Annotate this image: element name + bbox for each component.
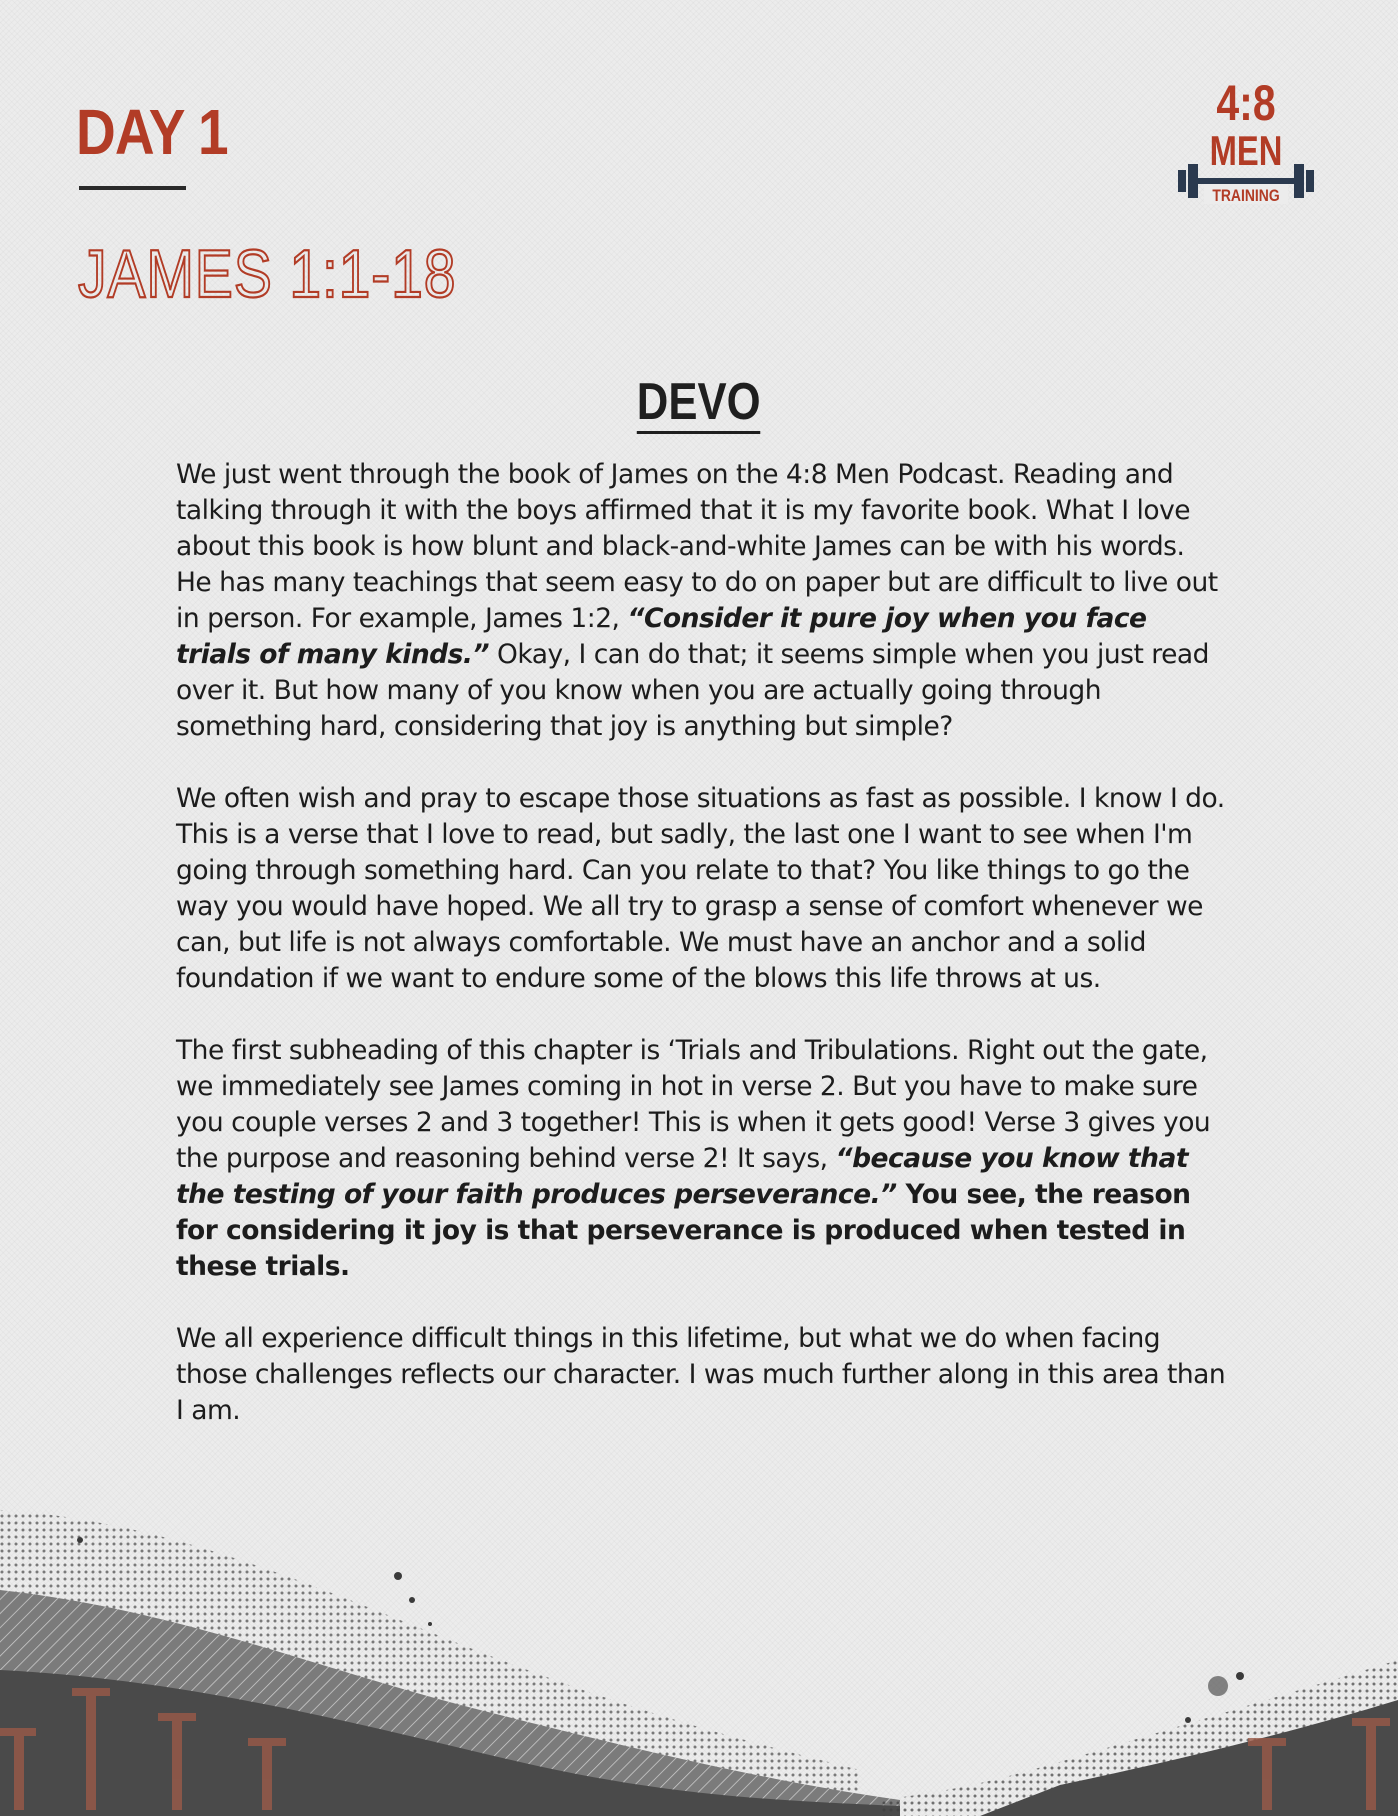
paragraph-3-text: The first subheading of this chapter is ‘Trials and Tribulations. Right out the gate, we immediately see James coming in hot in verse 2. But you have to make sure you couple verses 2 and 3 together! This is when it gets good! Verse 3 gives you the purpose and reasoning behind verse 2! It says, bbox=[176, 1035, 1211, 1174]
day-title: DAY 1 bbox=[76, 96, 228, 168]
scripture-passage: JAMES 1:1-18 bbox=[78, 236, 457, 312]
paragraph-3-emphasis: You see, the reason for considering it joy is that perseverance is produced when tested in these trials. bbox=[176, 1179, 1191, 1282]
section-heading-wrap bbox=[0, 373, 1398, 434]
paragraph-1-text: We just went through the book of James on the 4:8 Men Podcast. Reading and talking through it with the boys affirmed that it is my favorite book. What I love about this book is how blunt and black-and-white James can be with his words. He has many teachings that seem easy to do on paper but are difficult to live out in person. For example, James 1:2, bbox=[176, 459, 1218, 634]
brand-logo bbox=[1176, 74, 1316, 208]
day-title-underline bbox=[79, 186, 186, 190]
paragraph-3 bbox=[176, 1033, 1226, 1285]
paragraph-1-continuation: Okay, I can do that; it seems simple when you just read over it. But how many of you know when you are actually going through something hard, considering that joy is anything but simple? bbox=[176, 639, 1209, 742]
devotional-body bbox=[176, 457, 1226, 1465]
paragraph-3-quote: “because you know that the testing of your faith produces perseverance.” bbox=[176, 1143, 1189, 1210]
decorative-grunge-footer bbox=[0, 1500, 1398, 1816]
paragraph-1 bbox=[176, 457, 1226, 745]
logo-text-middle: MEN bbox=[1209, 127, 1283, 174]
logo-text-bottom: TRAINING bbox=[1212, 186, 1280, 206]
section-heading: DEVO bbox=[637, 376, 761, 434]
paragraph-2: We often wish and pray to escape those situations as fast as possible. I know I do. This is a verse that I love to read, but sadly, the last one I want to see when I'm going through something hard. Can you relate to that? You like things to go the way you would have hoped. We all try to grasp a sense of comfort whenever we can, but life is not always comfortable. We must have an anchor and a solid foundation if we want to endure some of the blows this life throws at us. bbox=[176, 783, 1225, 994]
paragraph-4: We all experience difficult things in this lifetime, but what we do when facing those challenges reflects our character. I was much further along in this area than I am. bbox=[176, 1323, 1226, 1426]
paragraph-1-quote: “Consider it pure joy when you face trials of many kinds.” bbox=[176, 603, 1147, 670]
logo-text-top: 4:8 bbox=[1216, 75, 1276, 131]
